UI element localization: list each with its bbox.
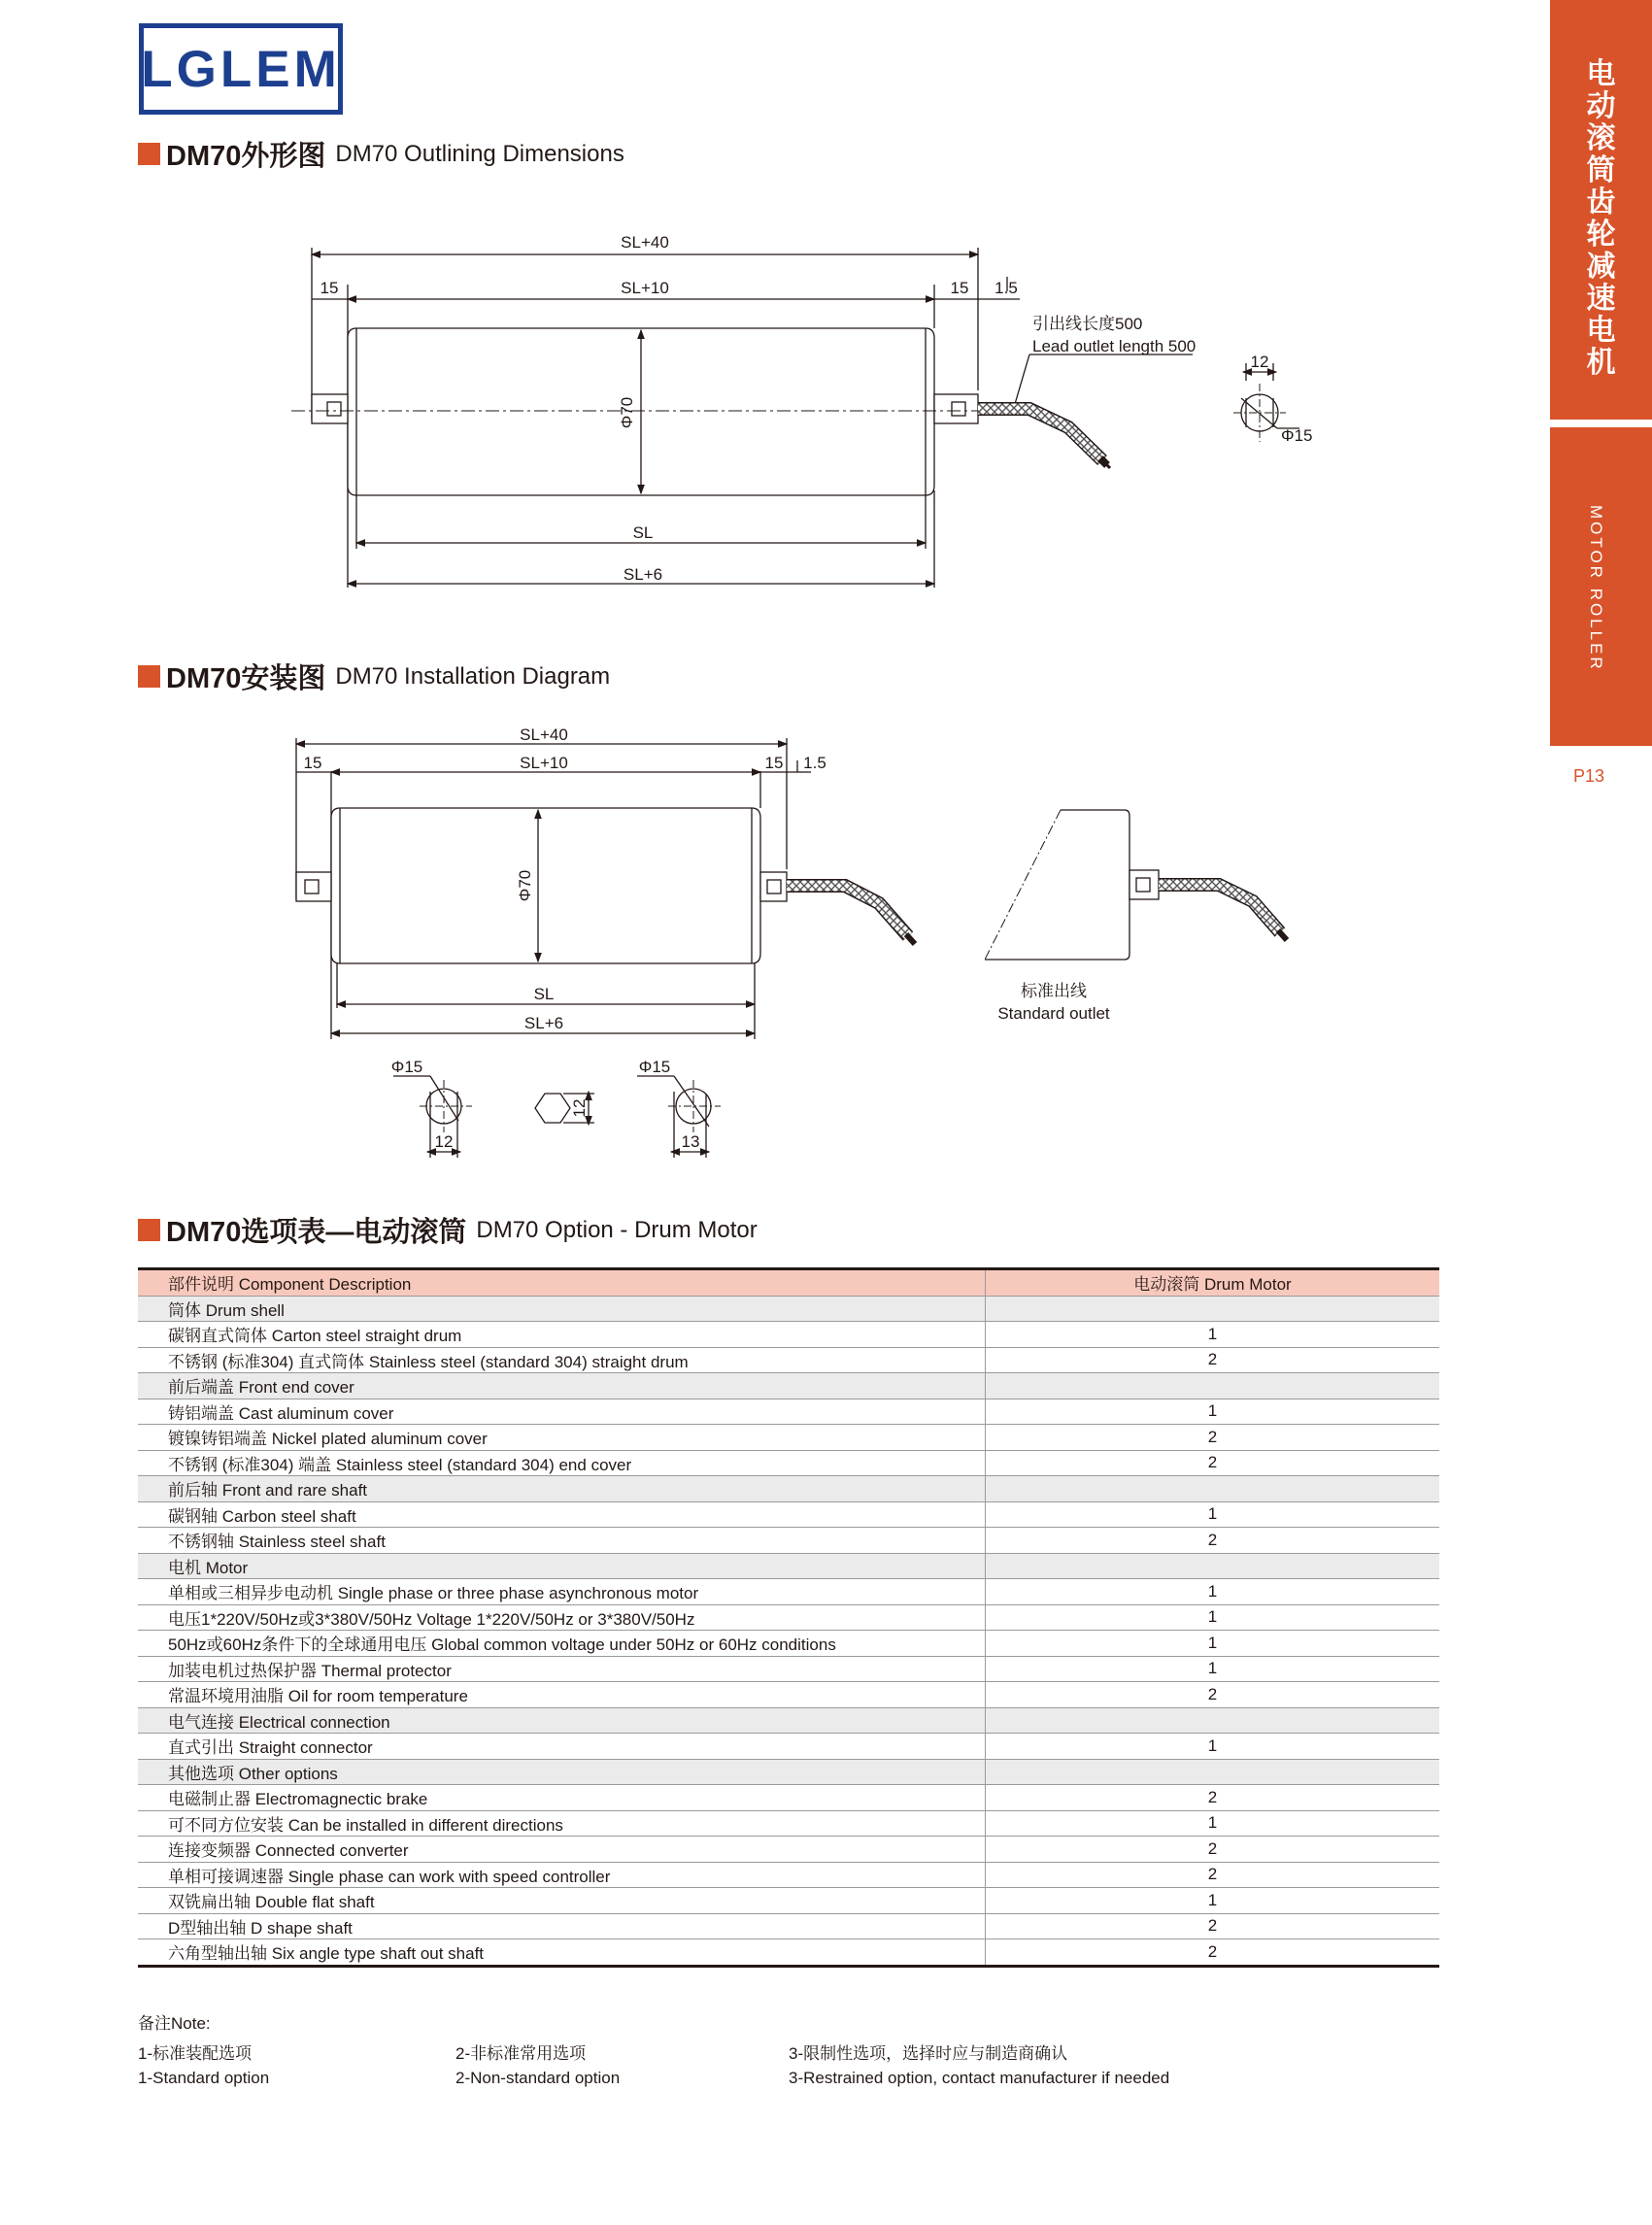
dim-shaft-dia: Φ15 [1281, 426, 1313, 445]
section-heading-options [138, 1210, 758, 1250]
row-option-value: 2 [986, 1862, 1440, 1888]
outlet-label-en: Standard outlet [997, 1004, 1110, 1023]
table-row [138, 1322, 1439, 1348]
dim-right-15: 15 [950, 279, 969, 297]
install-dim-sl40: SL+40 [520, 725, 568, 744]
row-description: 电磁制止器 Electromagnectic brake [138, 1785, 986, 1811]
row-description: 铸铝端盖 Cast aluminum cover [138, 1399, 986, 1425]
dim-diameter: Φ70 [618, 396, 636, 429]
row-description: 前后轴 Front and rare shaft [138, 1476, 986, 1502]
installation-drawing [0, 680, 1554, 1185]
row-description: 不锈钢 (标准304) 端盖 Stainless steel (standard 304) end cover [138, 1450, 986, 1476]
row-description: 50Hz或60Hz条件下的全球通用电压 Global common voltage under 50Hz or 60Hz conditions [138, 1631, 986, 1657]
shaft3-dia: Φ15 [638, 1058, 671, 1076]
row-description: 可不同方位安装 Can be installed in different directions [138, 1810, 986, 1837]
heading-cn: DM70安装图 [166, 663, 326, 694]
row-option-value: 2 [986, 1450, 1440, 1476]
page-number: P13 [1573, 766, 1605, 786]
row-option-value [986, 1759, 1440, 1785]
lead-label-cn: 引出线长度500 [1032, 315, 1143, 333]
table-row [138, 1913, 1439, 1939]
row-description: D型轴出轴 D shape shaft [138, 1913, 986, 1939]
shaft1-dia: Φ15 [390, 1058, 423, 1076]
outline-dimension-drawing [0, 0, 1554, 622]
shaft2-hex: 12 [570, 1098, 589, 1118]
heading-en: DM70 Outlining Dimensions [335, 140, 624, 167]
logo-text: LGLEM [141, 40, 341, 98]
row-option-value: 2 [986, 1425, 1440, 1451]
table-row [138, 1682, 1439, 1708]
row-option-value: 2 [986, 1785, 1440, 1811]
install-dim-diameter: Φ70 [516, 869, 534, 902]
row-option-value: 2 [986, 1347, 1440, 1373]
row-option-value [986, 1707, 1440, 1734]
note-2-cn: 2-非标准常用选项 [455, 2044, 587, 2063]
table-row [138, 1604, 1439, 1631]
side-char: 电 [1586, 315, 1616, 347]
side-char: 电 [1586, 58, 1616, 90]
side-tab-title-cn [1550, 58, 1652, 379]
row-option-value: 2 [986, 1528, 1440, 1554]
row-description: 不锈钢轴 Stainless steel shaft [138, 1528, 986, 1554]
note-3-cn: 3-限制性选项，选择时应与制造商确认 [789, 2044, 1068, 2063]
install-dim-right-15: 15 [764, 754, 784, 772]
note-1-en: 1-Standard option [138, 2069, 270, 2087]
side-char: 机 [1586, 347, 1616, 379]
shaft3-flat: 13 [681, 1132, 700, 1151]
row-description: 电机 Motor [138, 1553, 986, 1579]
shaft1-flat: 12 [434, 1132, 454, 1151]
heading-cn: DM70选项表—电动滚筒 [166, 1217, 467, 1248]
row-description: 常温环境用油脂 Oil for room temperature [138, 1682, 986, 1708]
side-char: 减 [1586, 251, 1616, 283]
side-tab-title-en: MOTOR ROLLER [1587, 505, 1605, 672]
option-table [138, 1267, 1439, 1968]
row-description: 不锈钢 (标准304) 直式筒体 Stainless steel (standard 304) straight drum [138, 1347, 986, 1373]
side-char: 滚 [1586, 122, 1616, 154]
table-group-row [138, 1373, 1439, 1399]
row-description: 前后端盖 Front end cover [138, 1373, 986, 1399]
row-option-value: 1 [986, 1888, 1440, 1914]
row-option-value: 1 [986, 1604, 1440, 1631]
row-option-value: 2 [986, 1913, 1440, 1939]
row-option-value: 1 [986, 1399, 1440, 1425]
notes-title: 备注Note: [138, 2014, 211, 2033]
dim-sl40: SL+40 [621, 233, 669, 252]
row-option-value: 1 [986, 1656, 1440, 1682]
side-char: 筒 [1586, 154, 1616, 186]
row-description: 单相或三相异步电动机 Single phase or three phase asynchronous motor [138, 1579, 986, 1605]
row-description: 电气连接 Electrical connection [138, 1707, 986, 1734]
table-row [138, 1347, 1439, 1373]
row-option-value: 2 [986, 1837, 1440, 1863]
row-option-value: 2 [986, 1682, 1440, 1708]
install-dim-sl: SL [533, 985, 555, 1003]
table-group-row [138, 1296, 1439, 1322]
heading-en: DM70 Option - Drum Motor [476, 1216, 758, 1243]
row-option-value: 1 [986, 1579, 1440, 1605]
row-option-value: 2 [986, 1939, 1440, 1967]
table-row [138, 1810, 1439, 1837]
lead-label-en: Lead outlet length 500 [1032, 337, 1197, 355]
row-option-value [986, 1296, 1440, 1322]
table-row [138, 1631, 1439, 1657]
table-row [138, 1862, 1439, 1888]
row-option-value: 1 [986, 1734, 1440, 1760]
row-description: 加装电机过热保护器 Thermal protector [138, 1656, 986, 1682]
dim-sl: SL [632, 523, 654, 542]
dim-flat: 12 [1250, 353, 1269, 371]
note-1-cn: 1-标准装配选项 [138, 2044, 253, 2063]
heading-marker [138, 1219, 160, 1241]
table-row [138, 1939, 1439, 1967]
table-row [138, 1528, 1439, 1554]
table-row [138, 1425, 1439, 1451]
dim-gap: 1.5 [995, 279, 1018, 297]
row-description: 连接变频器 Connected converter [138, 1837, 986, 1863]
table-row [138, 1501, 1439, 1528]
row-option-value: 1 [986, 1631, 1440, 1657]
row-description: 碳钢轴 Carbon steel shaft [138, 1501, 986, 1528]
row-description: 直式引出 Straight connector [138, 1734, 986, 1760]
table-row [138, 1837, 1439, 1863]
note-2-en: 2-Non-standard option [455, 2069, 621, 2087]
install-dim-gap: 1.5 [803, 754, 826, 772]
install-dim-left-15: 15 [303, 754, 322, 772]
row-description: 镀镍铸铝端盖 Nickel plated aluminum cover [138, 1425, 986, 1451]
row-description: 电压1*220V/50Hz或3*380V/50Hz Voltage 1*220V/50Hz or 3*380V/50Hz [138, 1604, 986, 1631]
note-3-en: 3-Restrained option, contact manufacturer if needed [789, 2069, 1170, 2087]
table-group-row [138, 1553, 1439, 1579]
install-dim-sl6: SL+6 [523, 1014, 564, 1032]
row-option-value: 1 [986, 1322, 1440, 1348]
header-value: 电动滚筒 Drum Motor [986, 1269, 1440, 1297]
row-option-value [986, 1553, 1440, 1579]
table-group-row [138, 1759, 1439, 1785]
side-char: 轮 [1586, 219, 1616, 251]
table-group-row [138, 1476, 1439, 1502]
table-row [138, 1450, 1439, 1476]
row-option-value: 1 [986, 1501, 1440, 1528]
row-option-value [986, 1476, 1440, 1502]
header-desc: 部件说明 Component Description [138, 1269, 986, 1297]
heading-en: DM70 Installation Diagram [335, 662, 611, 690]
table-row [138, 1888, 1439, 1914]
table-group-row [138, 1707, 1439, 1734]
row-description: 其他选项 Other options [138, 1759, 986, 1785]
row-description: 双铣扁出轴 Double flat shaft [138, 1888, 986, 1914]
table-row [138, 1785, 1439, 1811]
dim-left-15: 15 [320, 279, 339, 297]
row-option-value: 1 [986, 1810, 1440, 1837]
table-row [138, 1579, 1439, 1605]
table-row [138, 1734, 1439, 1760]
side-char: 速 [1586, 283, 1616, 315]
row-description: 六角型轴出轴 Six angle type shaft out shaft [138, 1939, 986, 1967]
row-description: 筒体 Drum shell [138, 1296, 986, 1322]
table-header-row [138, 1269, 1439, 1297]
table-row [138, 1656, 1439, 1682]
side-char: 动 [1586, 90, 1616, 122]
side-char: 齿 [1586, 186, 1616, 219]
table-row [138, 1399, 1439, 1425]
dim-sl6: SL+6 [623, 565, 663, 584]
row-description: 碳钢直式筒体 Carton steel straight drum [138, 1322, 986, 1348]
install-dim-sl10: SL+10 [520, 754, 568, 772]
heading-cn: DM70外形图 [166, 141, 326, 172]
outlet-label-cn: 标准出线 [1021, 982, 1087, 1000]
dim-sl10: SL+10 [621, 279, 669, 297]
row-option-value [986, 1373, 1440, 1399]
row-description: 单相可接调速器 Single phase can work with speed controller [138, 1862, 986, 1888]
